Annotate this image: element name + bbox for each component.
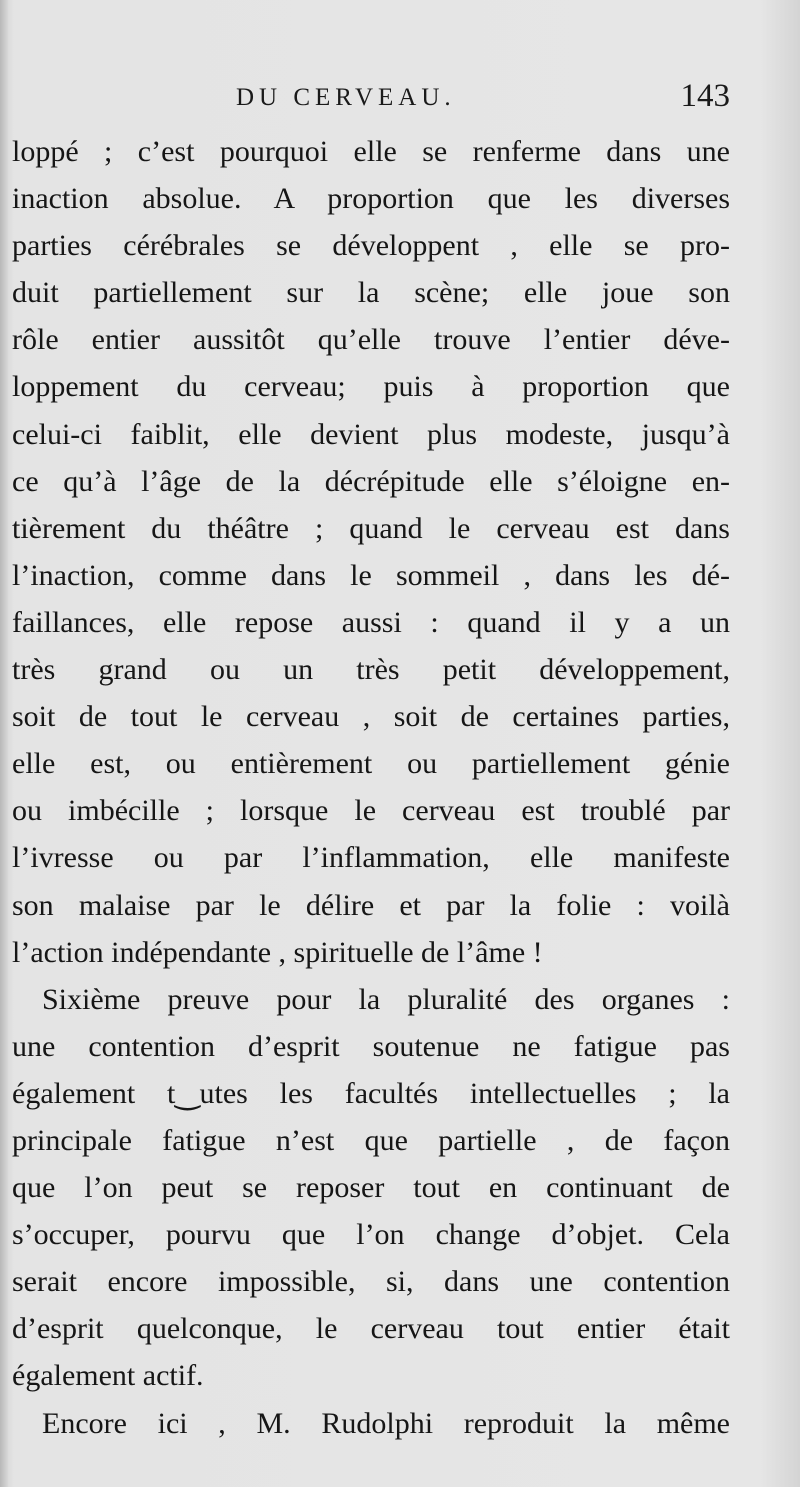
text-line-21: également t‿utes les facultés intellectuelles ; la xyxy=(12,1076,730,1110)
text-line-25: serait encore impossible, si, dans une contention xyxy=(12,1265,730,1299)
text-line-27: également actif. xyxy=(12,1359,204,1393)
text-line-20: une contention d’esprit soutenue ne fatigue pas xyxy=(12,1029,730,1063)
text-line-2: inaction absolue. A proportion que les diverses xyxy=(12,182,730,216)
running-head xyxy=(0,78,740,118)
text-line-10: l’inaction, comme dans le sommeil , dans les dé- xyxy=(12,558,730,592)
running-title: DU CERVEAU. xyxy=(236,84,456,111)
text-line-9: tièrement du théâtre ; quand le cerveau est dans xyxy=(12,511,730,545)
text-line-13: soit de tout le cerveau , soit de certaines parties, xyxy=(12,700,730,734)
text-line-17: son malaise par le délire et par la folie : voilà xyxy=(12,888,730,922)
text-line-19: Sixième preuve pour la pluralité des organes : xyxy=(42,982,730,1016)
text-line-24: s’occuper, pourvu que l’on change d’objet. Cela xyxy=(12,1218,730,1252)
text-line-18: l’action indépendante , spirituelle de l’âme ! xyxy=(12,935,543,969)
text-line-8: ce qu’à l’âge de la décrépitude elle s’éloigne en- xyxy=(12,464,730,498)
text-line-1: loppé ; c’est pourquoi elle se renferme dans une xyxy=(12,135,730,168)
text-line-16: l’ivresse ou par l’inflammation, elle manifeste xyxy=(12,841,730,875)
text-line-28: Encore ici , M. Rudolphi reproduit la même xyxy=(42,1406,730,1440)
text-line-4: duit partiellement sur la scène; elle joue son xyxy=(12,276,730,310)
text-line-26: d’esprit quelconque, le cerveau tout entier était xyxy=(12,1312,730,1346)
text-line-22: principale fatigue n’est que partielle , de façon xyxy=(12,1123,730,1157)
text-line-23: que l’on peut se reposer tout en continuant de xyxy=(12,1171,730,1205)
text-line-14: elle est, ou entièrement ou partiellement génie xyxy=(12,747,730,781)
text-line-11: faillances, elle repose aussi : quand il y a un xyxy=(12,605,730,639)
body-text xyxy=(12,128,730,1447)
text-line-3: parties cérébrales se développent , elle se pro- xyxy=(12,229,730,263)
text-line-6: loppement du cerveau; puis à proportion que xyxy=(12,370,730,404)
text-line-7: celui-ci faiblit, elle devient plus modeste, jusqu’à xyxy=(12,417,730,451)
text-line-15: ou imbécille ; lorsque le cerveau est troublé par xyxy=(12,794,730,828)
text-line-5: rôle entier aussitôt qu’elle trouve l’entier déve- xyxy=(12,323,730,357)
text-line-12: très grand ou un très petit développement, xyxy=(12,653,730,687)
page-number: 143 xyxy=(680,78,730,114)
